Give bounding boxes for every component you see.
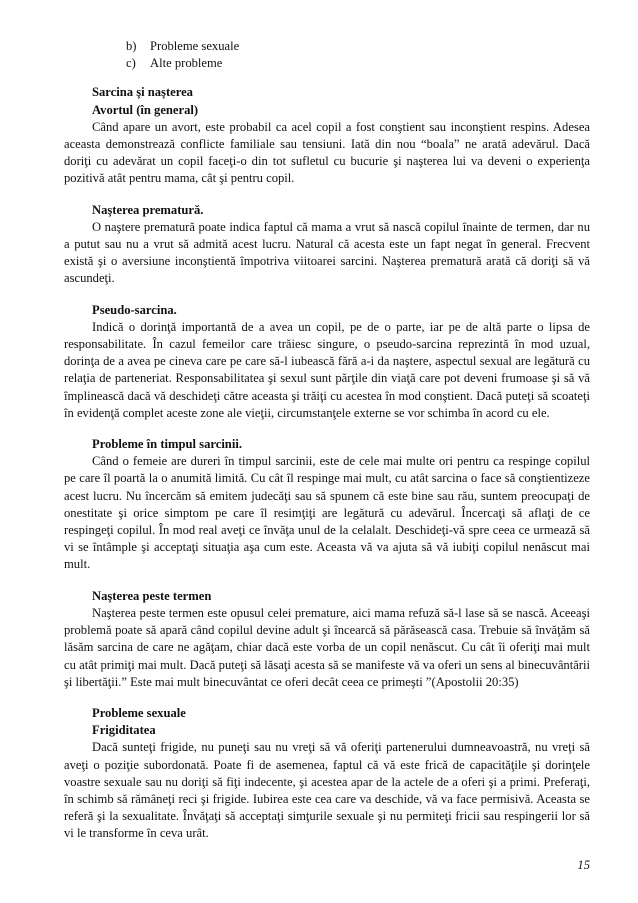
list-marker: b)	[126, 39, 137, 53]
page-number: 15	[577, 858, 590, 872]
section-paragraph: Indică o dorinţă importantă de a avea un copil, pe de o parte, iar pe de altă parte o lipsa de responsabilitate. În cazul femeilor care trăiesc singure, o pseudo-sarcina reprezintă în mod uzual, dorinţa de a avea pe cineva care pe care să-l iubească fără a-i da naştere, aspectul sexual are legătură cu relaţia de parteneriat. Responsabilitatea şi sexul sunt părţile din viaţă care pot deveni frumoase şi să vă împlinească dacă vă deschideţi către aceasta şi trăiţi cu acestea în mod conştient. Dacă puteţi să scoateţi în evidenţă complet aceste zone ale vieţii, circumstanţele externe se vor schimba în acord cu ele.	[64, 319, 590, 420]
section-subheading: Frigiditatea	[92, 723, 156, 738]
section-nasterea-peste-termen	[64, 588, 590, 691]
section-subheading: Avortul (în general)	[92, 102, 199, 117]
section-heading: Naşterea prematură.	[92, 202, 204, 217]
document-page	[64, 38, 590, 843]
list-item	[126, 38, 590, 55]
section-avortul	[64, 84, 590, 187]
section-paragraph: Naşterea peste termen este opusul celei premature, aici mama refuză să-l lase să se nască. Aceeaşi problemă poate să apară când copilul devine adult şi încearcă să părăsească casa. Trebuie să învăţăm să lăsăm sarcina de care ne agăţam, chiar dacă este vorba de un copil nenăscut. Cu cât îi oferiţi mai mult cu atât primiţi mai mult. Dacă puteţi să lăsaţi acesta să se manifeste vă va oferi un sens al binecuvântării şi libertăţii.” Este mai mult binecuvântat ce oferi decât ceea ce primeşti ”(Apostolii 20:35)	[64, 605, 590, 689]
section-heading: Probleme sexuale	[92, 705, 186, 720]
list-item	[126, 55, 590, 72]
section-heading: Sarcina şi naşterea	[92, 85, 193, 100]
section-nasterea-prematura	[64, 202, 590, 288]
section-probleme-sexuale	[64, 705, 590, 843]
section-heading: Naşterea peste termen	[92, 588, 212, 603]
list-item-text: Alte probleme	[150, 56, 223, 71]
list-marker: c)	[126, 56, 136, 71]
section-heading: Pseudo-sarcina.	[92, 302, 177, 317]
section-pseudo-sarcina	[64, 302, 590, 422]
section-paragraph: Dacă sunteţi frigide, nu puneţi sau nu vreţi să vă oferiţi partenerului dumneavoastră, nu vreţi să aveţi o poziţie subordonată. Poate fi de asemenea, faptul că vă este frică de capacităţile şi dorinţele voastre sexuale sau nu doriţi să fiţi indecente, şi acestea apar de la actele de a oferi şi a primi. Preferaţi, în schimb să rămâneţi reci şi frigide. Iubirea este cea care va deschide, vă va face permisivă. Aceasta se referă şi la sexualitate. Învăţaţi să acceptaţi simţurile sexuale şi nu permiteţi fricii sau respingerii lor să vi le transforme în ceva urât.	[64, 740, 590, 841]
list-item-text: Probleme sexuale	[150, 39, 240, 53]
section-heading: Probleme în timpul sarcinii.	[92, 437, 242, 452]
section-paragraph: Când apare un avort, este probabil ca acel copil a fost conştient sau inconştient respins. Adesea aceasta demonstrează conflicte familiale sau tensiuni. Iată din nou “boala” ne arată adevărul. Dacă doriţi cu adevărat un copil faceţi-o din tot sufletul cu bucurie şi naşterea lui va deveni o experienţa pozitivă atât pentru mama, cât şi pentru copil.	[64, 119, 590, 186]
problem-list	[64, 38, 590, 72]
section-paragraph: Când o femeie are dureri în timpul sarcinii, este de cele mai multe ori pentru ca respinge copilul pe care îl poartă la o anumită limită. Cu cât îl respinge mai mult, cu atât sarcina o face să conştientizeze acest lucru. Nu încercăm să emitem judecăţi sau să spunem că este bine sau rău, suntem preocupaţi de onestitate şi orice simptom pe care îl resimţiţi are legătură cu adevărul. Încercaţi să aflaţi de ce respingeţi copilul. În mod real aveţi ce învăţa unul de la celalalt. Deschideţi-vă spre ceea ce urmează să vi se întâmple şi acceptaţi situaţia aşa cum este. Aceasta vă va ajuta să vă iubiţi copilul nenăscut mai mult.	[64, 454, 590, 572]
section-probleme-sarcina	[64, 436, 590, 574]
section-paragraph: O naştere prematură poate indica faptul că mama a vrut să nască copilul înainte de termen, dar nu a putut sau nu a vrut să admită acest lucru. Natural că acesta este un fapt negat în general. Frecvent există şi o aversiune inconştientă împotriva viitoarei sarcini. Naşterea prematură arată că doriţi să vă ascundeţi.	[64, 219, 590, 286]
